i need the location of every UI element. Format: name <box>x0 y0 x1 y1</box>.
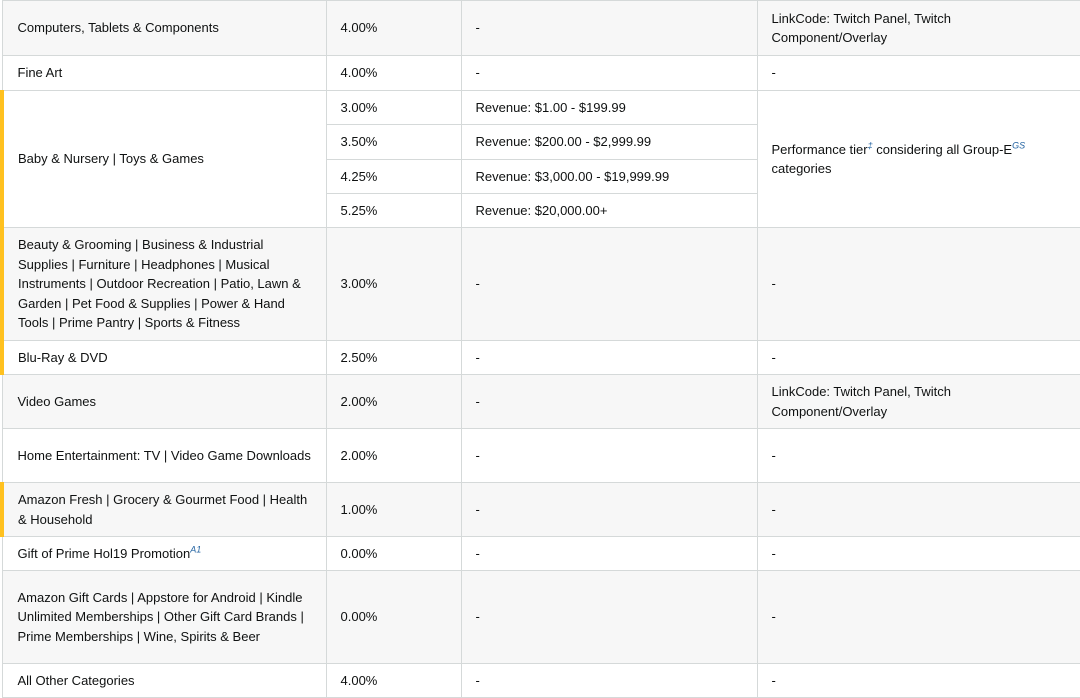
rate-cell: 2.00% <box>326 429 461 483</box>
revenue-cell: - <box>461 571 757 664</box>
notes-cell: - <box>757 483 1080 537</box>
notes-cell <box>757 91 1080 228</box>
notes-cell: LinkCode: Twitch Panel, Twitch Component/Overlay <box>757 1 1080 56</box>
notes-cell: - <box>757 664 1080 698</box>
category-cell: Amazon Gift Cards | Appstore for Android | Kindle Unlimited Memberships | Other Gift Card Brands | Prime Memberships | Wine, Spirits & Beer <box>2 571 326 664</box>
rate-cell: 0.00% <box>326 537 461 571</box>
rate-cell: 4.25% <box>326 160 461 194</box>
table-row <box>2 1 1080 56</box>
table-row <box>2 56 1080 91</box>
revenue-cell: - <box>461 1 757 56</box>
rate-cell: 4.00% <box>326 56 461 91</box>
notes-cell: LinkCode: Twitch Panel, Twitch Component/Overlay <box>757 375 1080 429</box>
category-label: Gift of Prime Hol19 Promotion <box>17 545 191 561</box>
category-cell: Beauty & Grooming | Business & Industrial Supplies | Furniture | Headphones | Musical Instruments | Outdoor Recreation | Patio, Lawn & Garden | Pet Food & Supplies | Power & Hand Tools | Prime Pantry | Sports & Fitness <box>2 228 326 341</box>
footnote-link[interactable]: A1 <box>190 544 202 555</box>
footnote-link[interactable]: GS <box>1012 140 1026 151</box>
revenue-cell: - <box>461 375 757 429</box>
notes-cell: - <box>757 429 1080 483</box>
table-row <box>2 375 1080 429</box>
notes-cell: - <box>757 56 1080 91</box>
category-cell <box>2 537 326 571</box>
footnote-link[interactable]: ‡ <box>867 140 873 151</box>
category-cell: Computers, Tablets & Components <box>2 1 326 56</box>
revenue-cell: - <box>461 483 757 537</box>
table-row <box>2 91 1080 125</box>
table-row <box>2 664 1080 698</box>
rate-cell: 4.00% <box>326 664 461 698</box>
notes-cell: - <box>757 228 1080 341</box>
rate-cell: 1.00% <box>326 483 461 537</box>
rate-cell: 3.00% <box>326 228 461 341</box>
table-row <box>2 429 1080 483</box>
revenue-cell: Revenue: $200.00 - $2,999.99 <box>461 125 757 160</box>
revenue-cell: - <box>461 537 757 571</box>
category-cell: Video Games <box>2 375 326 429</box>
notes-cell: - <box>757 571 1080 664</box>
rate-cell: 0.00% <box>326 571 461 664</box>
revenue-cell: Revenue: $20,000.00+ <box>461 194 757 228</box>
notes-text: considering all Group-E <box>872 141 1013 157</box>
rate-cell: 3.50% <box>326 125 461 160</box>
table-row <box>2 571 1080 664</box>
rate-cell: 5.25% <box>326 194 461 228</box>
category-cell: Fine Art <box>2 56 326 91</box>
rate-cell: 3.00% <box>326 91 461 125</box>
table-row <box>2 483 1080 537</box>
category-cell: Baby & Nursery | Toys & Games <box>2 91 326 228</box>
notes-text: categories <box>771 161 832 176</box>
revenue-cell: Revenue: $3,000.00 - $19,999.99 <box>461 160 757 194</box>
notes-cell: - <box>757 537 1080 571</box>
revenue-cell: - <box>461 228 757 341</box>
table-row <box>2 341 1080 375</box>
notes-text: Performance tier <box>771 141 868 157</box>
revenue-cell: - <box>461 56 757 91</box>
category-cell: Blu-Ray & DVD <box>2 341 326 375</box>
revenue-cell: Revenue: $1.00 - $199.99 <box>461 91 757 125</box>
rate-cell: 2.50% <box>326 341 461 375</box>
category-cell: Amazon Fresh | Grocery & Gourmet Food | Health & Household <box>2 483 326 537</box>
revenue-cell: - <box>461 429 757 483</box>
rate-cell: 2.00% <box>326 375 461 429</box>
category-cell: Home Entertainment: TV | Video Game Downloads <box>2 429 326 483</box>
notes-cell: - <box>757 341 1080 375</box>
table-row <box>2 537 1080 571</box>
rate-cell: 4.00% <box>326 1 461 56</box>
table-row <box>2 228 1080 341</box>
revenue-cell: - <box>461 664 757 698</box>
category-cell: All Other Categories <box>2 664 326 698</box>
revenue-cell: - <box>461 341 757 375</box>
